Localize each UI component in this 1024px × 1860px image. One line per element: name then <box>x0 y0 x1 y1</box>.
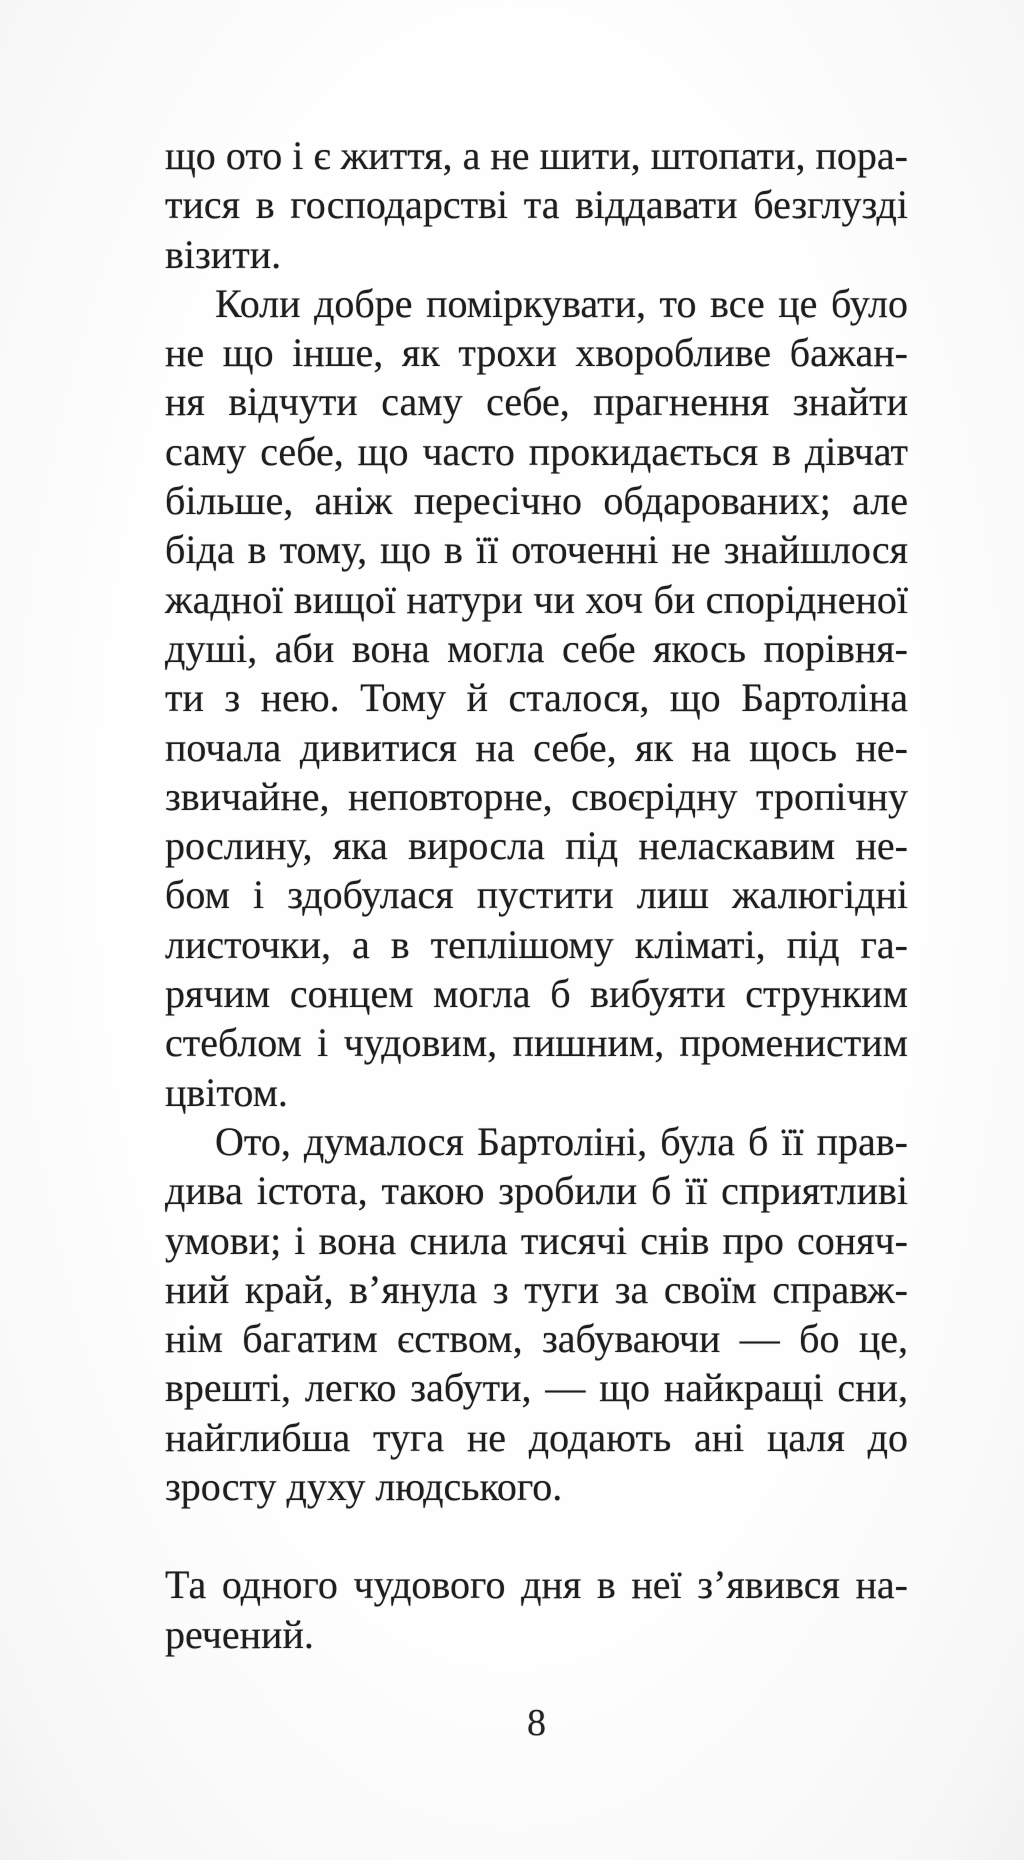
text-line: речений. <box>165 1611 314 1657</box>
text-line: ня відчути саму себе, прагнення знайти <box>165 379 908 425</box>
text-line: жадної вищої натури чи хоч би спорідненої <box>165 576 908 622</box>
text-line: ний край, в’янула з туги за своїм справж- <box>165 1266 908 1312</box>
text-line: Коли добре поміркувати, то все це було <box>215 280 908 326</box>
text-line: звичайне, неповторне, своєрідну тропічну <box>165 773 908 819</box>
text-line: стеблом і чудовим, пишним, променистим <box>165 1020 908 1066</box>
text-line: душі, аби вона могла себе якось порівня- <box>165 625 908 671</box>
text-line: тися в господарстві та віддавати безглузді <box>165 182 908 228</box>
text-line: зросту духу людського. <box>165 1464 563 1510</box>
text-line: саму себе, що часто прокидається в дівчат <box>165 428 908 474</box>
text-line: умови; і вона снила тисячі снів про соняч- <box>165 1217 908 1263</box>
text-line: що ото і є життя, а не шити, штопати, пора- <box>165 133 908 178</box>
text-line: Ото, думалося Бартоліні, була б її прав- <box>215 1118 908 1164</box>
text-line: Та одного чудового дня в неї з’явився на- <box>165 1562 908 1608</box>
text-line: не що інше, як трохи хворобливе бажан- <box>165 330 908 376</box>
text-line: ти з нею. Тому й сталося, що Бартоліна <box>165 675 908 721</box>
text-line: листочки, а в теплішому кліматі, під га- <box>165 921 908 967</box>
text-line: цвітом. <box>165 1069 288 1115</box>
text-line: врешті, легко забути, — що найкращі сни, <box>165 1365 908 1411</box>
text-line: найглибша туга не додають ані цаля до <box>165 1414 908 1460</box>
text-line: рячим сонцем могла б вибуяти струнким <box>165 971 908 1017</box>
text-line: візити. <box>165 231 282 277</box>
page-number: 8 <box>527 1702 546 1744</box>
text-line: почала дивитися на себе, як на щось не- <box>165 724 908 770</box>
text-line: дива істота, такою зробили б її сприятливі <box>165 1168 908 1214</box>
text-line: більше, аніж пересічно обдарованих; але <box>165 478 908 524</box>
text-line: бом і здобулася пустити лиш жалюгідні <box>165 872 908 918</box>
text-line: рослину, яка виросла під неласкавим не- <box>165 823 908 869</box>
text-line: нім багатим єством, забуваючи — бо це, <box>165 1316 908 1362</box>
text-line: біда в тому, що в її оточенні не знайшлося <box>165 527 908 573</box>
body-text <box>165 131 908 1659</box>
